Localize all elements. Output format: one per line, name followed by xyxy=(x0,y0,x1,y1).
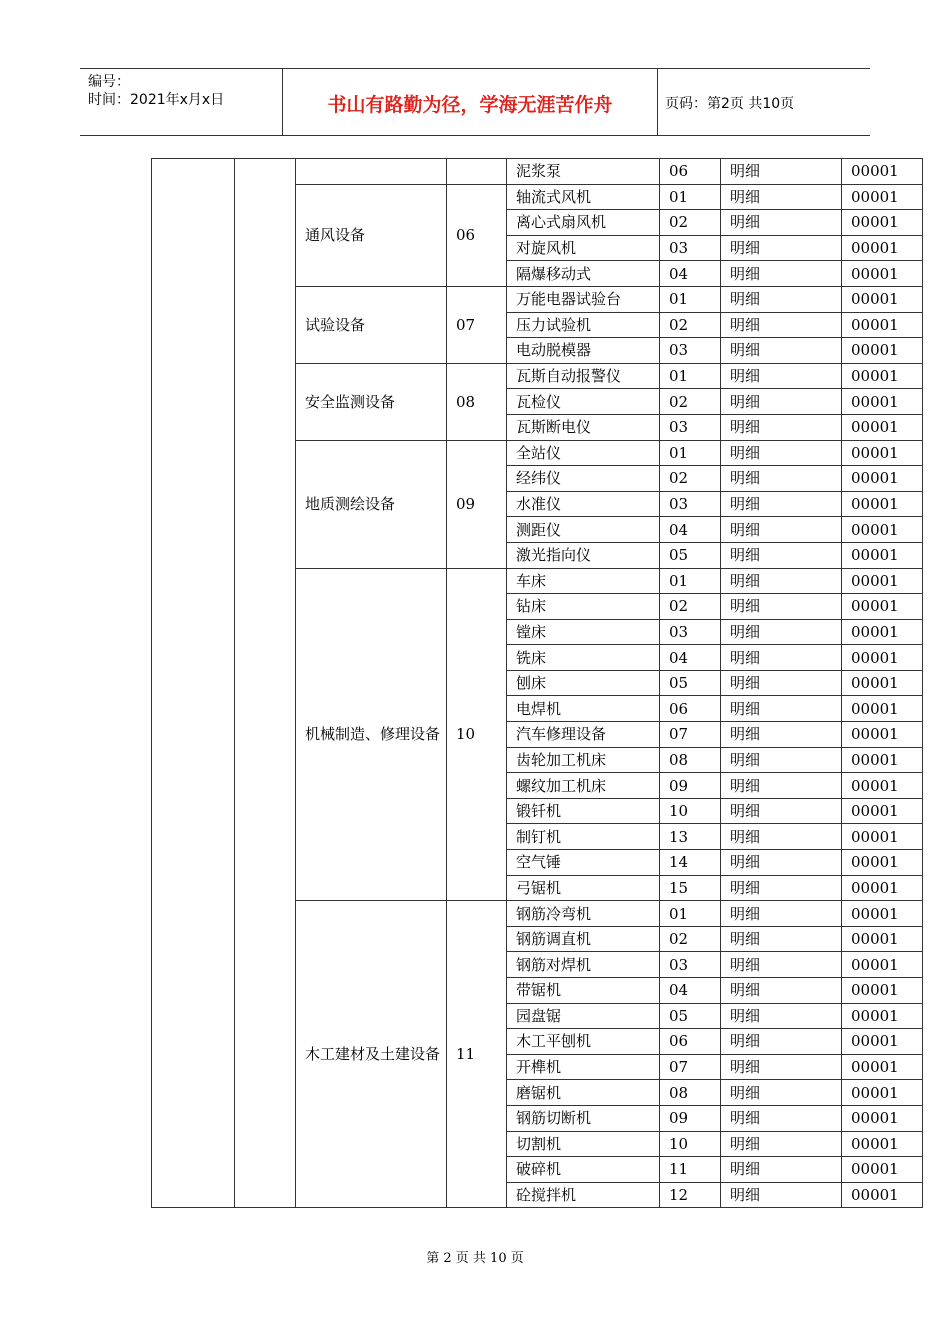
unit-label-cell: 明细 xyxy=(721,1029,842,1055)
item-name-cell: 齿轮加工机床 xyxy=(507,747,660,773)
unit-label-cell: 明细 xyxy=(721,670,842,696)
unit-code-cell: 00001 xyxy=(842,1131,923,1157)
item-code-cell: 04 xyxy=(660,517,721,543)
category-cell xyxy=(152,159,235,1208)
unit-code-cell: 00001 xyxy=(842,363,923,389)
item-name-cell: 经纬仪 xyxy=(507,466,660,492)
unit-code-cell: 00001 xyxy=(842,1080,923,1106)
unit-code-cell: 00001 xyxy=(842,440,923,466)
item-name-cell: 电动脱模器 xyxy=(507,338,660,364)
unit-code-cell: 00001 xyxy=(842,568,923,594)
item-code-cell: 06 xyxy=(660,696,721,722)
item-name-cell: 锻钎机 xyxy=(507,798,660,824)
unit-code-cell: 00001 xyxy=(842,491,923,517)
unit-label-cell: 明细 xyxy=(721,1182,842,1208)
equipment-code-table xyxy=(151,158,923,1208)
item-name-cell: 激光指向仪 xyxy=(507,542,660,568)
item-name-cell: 砼搅拌机 xyxy=(507,1182,660,1208)
item-name-cell: 制钉机 xyxy=(507,824,660,850)
unit-code-cell: 00001 xyxy=(842,875,923,901)
item-name-cell: 空气锤 xyxy=(507,850,660,876)
unit-label-cell: 明细 xyxy=(721,235,842,261)
item-code-cell: 04 xyxy=(660,978,721,1004)
item-code-cell: 03 xyxy=(660,491,721,517)
unit-label-cell: 明细 xyxy=(721,338,842,364)
unit-label-cell: 明细 xyxy=(721,798,842,824)
group-name-cell: 地质测绘设备 xyxy=(296,440,447,568)
unit-code-cell: 00001 xyxy=(842,1029,923,1055)
item-name-cell: 水准仪 xyxy=(507,491,660,517)
item-code-cell: 07 xyxy=(660,1054,721,1080)
unit-code-cell: 00001 xyxy=(842,670,923,696)
unit-code-cell: 00001 xyxy=(842,1054,923,1080)
unit-label-cell: 明细 xyxy=(721,926,842,952)
item-code-cell: 01 xyxy=(660,184,721,210)
item-name-cell: 测距仪 xyxy=(507,517,660,543)
unit-label-cell: 明细 xyxy=(721,773,842,799)
unit-label-cell: 明细 xyxy=(721,850,842,876)
item-name-cell: 车床 xyxy=(507,568,660,594)
unit-code-cell: 00001 xyxy=(842,773,923,799)
unit-code-cell: 00001 xyxy=(842,747,923,773)
unit-label-cell: 明细 xyxy=(721,978,842,1004)
item-code-cell: 08 xyxy=(660,747,721,773)
item-code-cell: 09 xyxy=(660,1105,721,1131)
unit-code-cell: 00001 xyxy=(842,542,923,568)
group-code-cell: 10 xyxy=(447,568,507,901)
item-code-cell: 04 xyxy=(660,645,721,671)
group-name-cell: 木工建材及土建设备 xyxy=(296,901,447,1208)
item-code-cell: 01 xyxy=(660,568,721,594)
unit-code-cell: 00001 xyxy=(842,619,923,645)
unit-code-cell: 00001 xyxy=(842,389,923,415)
unit-label-cell: 明细 xyxy=(721,542,842,568)
unit-code-cell: 00001 xyxy=(842,466,923,492)
item-name-cell: 切割机 xyxy=(507,1131,660,1157)
item-name-cell: 压力试验机 xyxy=(507,312,660,338)
item-name-cell: 铣床 xyxy=(507,645,660,671)
item-code-cell: 12 xyxy=(660,1182,721,1208)
unit-code-cell: 00001 xyxy=(842,261,923,287)
item-name-cell: 离心式扇风机 xyxy=(507,210,660,236)
unit-code-cell: 00001 xyxy=(842,594,923,620)
unit-label-cell: 明细 xyxy=(721,722,842,748)
table-row xyxy=(152,159,923,185)
unit-code-cell: 00001 xyxy=(842,286,923,312)
unit-code-cell: 00001 xyxy=(842,159,923,185)
item-name-cell: 破碎机 xyxy=(507,1157,660,1183)
group-code-cell: 09 xyxy=(447,440,507,568)
header-page-info: 页码：第2页 共10页 xyxy=(665,96,795,112)
item-name-cell: 镗床 xyxy=(507,619,660,645)
item-code-cell: 02 xyxy=(660,594,721,620)
item-code-cell: 11 xyxy=(660,1157,721,1183)
item-code-cell: 04 xyxy=(660,261,721,287)
item-name-cell: 螺纹加工机床 xyxy=(507,773,660,799)
item-name-cell: 轴流式风机 xyxy=(507,184,660,210)
subcategory-cell xyxy=(235,159,296,1208)
unit-label-cell: 明细 xyxy=(721,312,842,338)
unit-label-cell: 明细 xyxy=(721,261,842,287)
item-code-cell: 06 xyxy=(660,1029,721,1055)
item-name-cell: 电焊机 xyxy=(507,696,660,722)
unit-label-cell: 明细 xyxy=(721,363,842,389)
item-name-cell: 木工平刨机 xyxy=(507,1029,660,1055)
item-code-cell: 10 xyxy=(660,798,721,824)
item-code-cell: 07 xyxy=(660,722,721,748)
unit-label-cell: 明细 xyxy=(721,1054,842,1080)
unit-label-cell: 明细 xyxy=(721,1080,842,1106)
unit-code-cell: 00001 xyxy=(842,1003,923,1029)
item-name-cell: 瓦斯断电仪 xyxy=(507,414,660,440)
item-code-cell: 02 xyxy=(660,389,721,415)
unit-code-cell: 00001 xyxy=(842,210,923,236)
page-header xyxy=(80,68,870,136)
item-code-cell: 03 xyxy=(660,952,721,978)
unit-label-cell: 明细 xyxy=(721,184,842,210)
number-label: 编号： xyxy=(88,74,130,90)
item-code-cell: 14 xyxy=(660,850,721,876)
item-name-cell: 隔爆移动式 xyxy=(507,261,660,287)
unit-code-cell: 00001 xyxy=(842,1157,923,1183)
item-name-cell: 万能电器试验台 xyxy=(507,286,660,312)
item-code-cell: 08 xyxy=(660,1080,721,1106)
item-name-cell: 园盘锯 xyxy=(507,1003,660,1029)
unit-label-cell: 明细 xyxy=(721,1105,842,1131)
item-code-cell: 09 xyxy=(660,773,721,799)
item-code-cell: 01 xyxy=(660,363,721,389)
unit-label-cell: 明细 xyxy=(721,901,842,927)
unit-code-cell: 00001 xyxy=(842,850,923,876)
unit-label-cell: 明细 xyxy=(721,824,842,850)
unit-code-cell: 00001 xyxy=(842,338,923,364)
item-name-cell: 瓦斯自动报警仪 xyxy=(507,363,660,389)
item-name-cell: 汽车修理设备 xyxy=(507,722,660,748)
group-name-cell: 试验设备 xyxy=(296,286,447,363)
unit-label-cell: 明细 xyxy=(721,619,842,645)
unit-code-cell: 00001 xyxy=(842,517,923,543)
unit-code-cell: 00001 xyxy=(842,952,923,978)
unit-code-cell: 00001 xyxy=(842,824,923,850)
unit-code-cell: 00001 xyxy=(842,978,923,1004)
group-name-cell: 机械制造、修理设备 xyxy=(296,568,447,901)
unit-code-cell: 00001 xyxy=(842,1105,923,1131)
item-code-cell: 02 xyxy=(660,312,721,338)
unit-label-cell: 明细 xyxy=(721,414,842,440)
item-code-cell: 05 xyxy=(660,542,721,568)
item-code-cell: 02 xyxy=(660,926,721,952)
unit-label-cell: 明细 xyxy=(721,696,842,722)
item-code-cell: 03 xyxy=(660,235,721,261)
item-name-cell: 钢筋对焊机 xyxy=(507,952,660,978)
item-code-cell: 01 xyxy=(660,286,721,312)
item-code-cell: 05 xyxy=(660,670,721,696)
item-code-cell: 02 xyxy=(660,210,721,236)
group-name-cell: 安全监测设备 xyxy=(296,363,447,440)
unit-code-cell: 00001 xyxy=(842,414,923,440)
unit-code-cell: 00001 xyxy=(842,235,923,261)
unit-label-cell: 明细 xyxy=(721,159,842,185)
unit-code-cell: 00001 xyxy=(842,901,923,927)
item-code-cell: 03 xyxy=(660,414,721,440)
item-code-cell: 01 xyxy=(660,901,721,927)
unit-code-cell: 00001 xyxy=(842,926,923,952)
item-name-cell: 钢筋调直机 xyxy=(507,926,660,952)
item-name-cell: 带锯机 xyxy=(507,978,660,1004)
item-name-cell: 对旋风机 xyxy=(507,235,660,261)
unit-code-cell: 00001 xyxy=(842,184,923,210)
unit-code-cell: 00001 xyxy=(842,1182,923,1208)
item-code-cell: 06 xyxy=(660,159,721,185)
unit-label-cell: 明细 xyxy=(721,875,842,901)
unit-label-cell: 明细 xyxy=(721,645,842,671)
item-name-cell: 全站仪 xyxy=(507,440,660,466)
item-name-cell: 弓锯机 xyxy=(507,875,660,901)
unit-code-cell: 00001 xyxy=(842,312,923,338)
item-code-cell: 15 xyxy=(660,875,721,901)
item-name-cell: 泥浆泵 xyxy=(507,159,660,185)
item-code-cell: 03 xyxy=(660,619,721,645)
group-code-cell: 07 xyxy=(447,286,507,363)
item-code-cell: 01 xyxy=(660,440,721,466)
unit-label-cell: 明细 xyxy=(721,210,842,236)
item-name-cell: 钻床 xyxy=(507,594,660,620)
item-code-cell: 03 xyxy=(660,338,721,364)
unit-code-cell: 00001 xyxy=(842,696,923,722)
group-code-cell: 11 xyxy=(447,901,507,1208)
unit-label-cell: 明细 xyxy=(721,747,842,773)
item-name-cell: 瓦检仪 xyxy=(507,389,660,415)
unit-label-cell: 明细 xyxy=(721,491,842,517)
group-code-cell: 06 xyxy=(447,184,507,286)
item-code-cell: 10 xyxy=(660,1131,721,1157)
item-code-cell: 05 xyxy=(660,1003,721,1029)
group-name-cell xyxy=(296,159,447,185)
item-name-cell: 刨床 xyxy=(507,670,660,696)
item-name-cell: 钢筋切断机 xyxy=(507,1105,660,1131)
unit-label-cell: 明细 xyxy=(721,568,842,594)
time-label: 时间：2021年x月x日 xyxy=(88,92,225,108)
item-name-cell: 钢筋冷弯机 xyxy=(507,901,660,927)
group-code-cell xyxy=(447,159,507,185)
unit-label-cell: 明细 xyxy=(721,286,842,312)
page-footer: 第 2 页 共 10 页 xyxy=(426,1251,524,1266)
unit-label-cell: 明细 xyxy=(721,517,842,543)
unit-label-cell: 明细 xyxy=(721,952,842,978)
unit-label-cell: 明细 xyxy=(721,594,842,620)
item-code-cell: 02 xyxy=(660,466,721,492)
unit-label-cell: 明细 xyxy=(721,466,842,492)
item-code-cell: 13 xyxy=(660,824,721,850)
group-name-cell: 通风设备 xyxy=(296,184,447,286)
unit-code-cell: 00001 xyxy=(842,645,923,671)
unit-label-cell: 明细 xyxy=(721,1157,842,1183)
unit-code-cell: 00001 xyxy=(842,722,923,748)
header-divider xyxy=(657,69,658,135)
item-name-cell: 开榫机 xyxy=(507,1054,660,1080)
unit-code-cell: 00001 xyxy=(842,798,923,824)
header-meta xyxy=(88,73,224,109)
unit-label-cell: 明细 xyxy=(721,1003,842,1029)
unit-label-cell: 明细 xyxy=(721,1131,842,1157)
item-name-cell: 磨锯机 xyxy=(507,1080,660,1106)
unit-label-cell: 明细 xyxy=(721,440,842,466)
unit-label-cell: 明细 xyxy=(721,389,842,415)
group-code-cell: 08 xyxy=(447,363,507,440)
header-motto: 书山有路勤为径，学海无涯苦作舟 xyxy=(327,93,613,116)
